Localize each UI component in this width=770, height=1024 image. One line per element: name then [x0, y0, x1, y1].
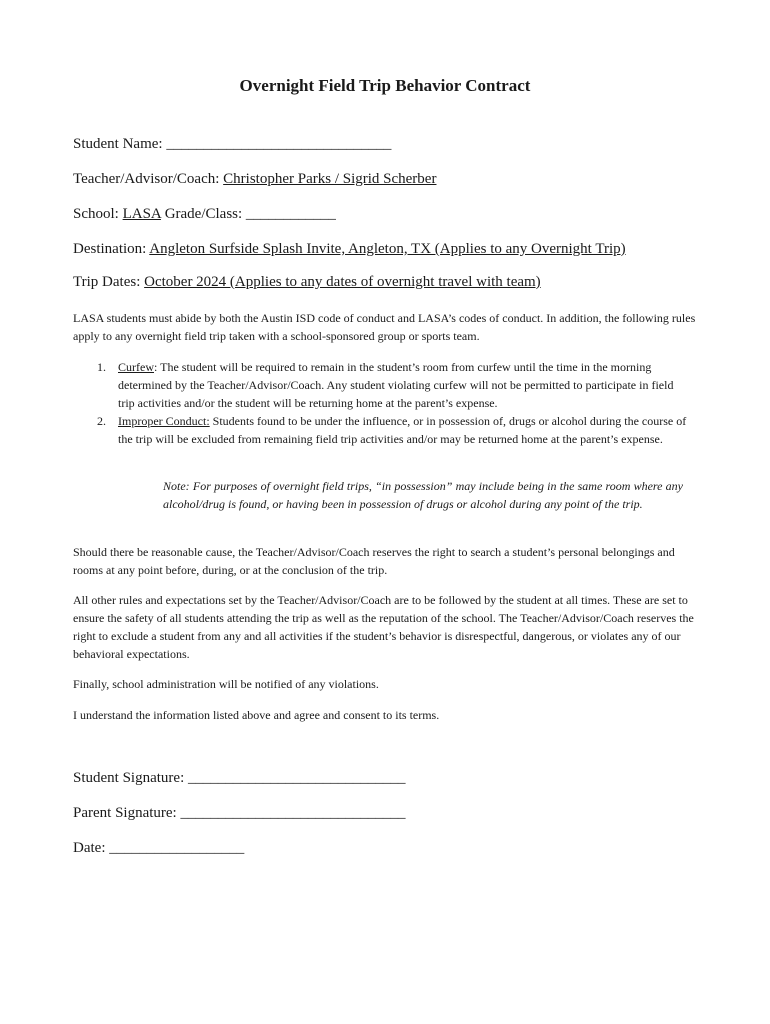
student-name-field [73, 136, 391, 153]
rules-paragraph: All other rules and expectations set by the Teacher/Advisor/Coach are to be followed by the student at all times. These are set to ensure the safety of all students attending the trip as well as the reputation of the school. The Teacher/Advisor/Coach reserves the right to exclude a student from any and all activities if the student’s behavior is disrespectful, dangerous, or violates any of our behavioral expectations. [73, 593, 694, 661]
document-title: Overnight Field Trip Behavior Contract [239, 76, 531, 95]
destination-field [73, 241, 626, 258]
parent-signature-label: Parent Signature: [73, 805, 177, 821]
date-label: Date: [73, 840, 106, 856]
parent-signature-blank: ______________________________ [180, 805, 406, 821]
school-value: LASA [122, 206, 161, 222]
consent-paragraph: I understand the information listed above and agree and consent to its terms. [73, 708, 440, 722]
destination-value: Angleton Surfside Splash Invite, Angleton, TX (Applies to any Overnight Trip) [149, 241, 626, 257]
rule-heading: Improper Conduct: [118, 414, 210, 428]
trip-dates-value: October 2024 (Applies to any dates of overnight travel with team) [144, 274, 541, 290]
grade-label: Grade/Class: [164, 206, 243, 222]
teacher-field [73, 171, 436, 188]
rule-text: Students found to be under the influence, or in possession of, drugs or alcohol during the course of the trip will be excluded from remaining field trip activities and/or may be returned home at the parent’s expense. [118, 414, 687, 446]
rule-heading: Curfew [118, 360, 154, 374]
rule-text: The student will be required to remain in the student’s room from curfew until the time in the morning determined by the Teacher/Advisor/Coach. Any student violating curfew will not be permitted to participate in field trip activities and/or the student will be returning home at the parent’s expense. [118, 360, 674, 410]
parent-signature-field [73, 805, 405, 822]
trip-dates-label: Trip Dates: [73, 274, 141, 290]
teacher-label: Teacher/Advisor/Coach: [73, 171, 220, 187]
student-name-label: Student Name: [73, 136, 163, 152]
rule-heading-suffix: : [154, 360, 158, 374]
destination-label: Destination: [73, 241, 147, 257]
intro-paragraph: LASA students must abide by both the Austin ISD code of conduct and LASA’s codes of conduct. In addition, the following rules apply to any overnight field trip taken with a school-sponsored group or sports team. [73, 311, 696, 343]
teacher-value: Christopher Parks / Sigrid Scherber [223, 171, 437, 187]
school-label: School: [73, 206, 119, 222]
rule-number: 2. [97, 414, 106, 428]
student-signature-blank: _____________________________ [188, 770, 406, 786]
search-paragraph: Should there be reasonable cause, the Teacher/Advisor/Coach reserves the right to search a student’s personal belongings and rooms at any point before, during, or at the conclusion of the trip. [73, 545, 675, 577]
rule-number: 1. [97, 360, 106, 374]
rule-item-curfew [97, 358, 687, 412]
trip-dates-field [73, 274, 541, 291]
date-blank: __________________ [109, 840, 245, 856]
student-signature-field [73, 770, 406, 787]
finally-paragraph: Finally, school administration will be notified of any violations. [73, 677, 379, 691]
note-paragraph: Note: For purposes of overnight field trips, “in possession” may include being in the same room where any alcohol/drug is found, or having been in possession of drugs or alcohol during any point of the trip. [163, 479, 683, 511]
rule-item-improper-conduct [97, 412, 687, 448]
grade-blank: ____________ [245, 206, 336, 222]
student-name-blank: ______________________________ [166, 136, 392, 152]
student-signature-label: Student Signature: [73, 770, 185, 786]
school-field [73, 206, 336, 223]
rules-list [97, 358, 687, 448]
date-field [73, 840, 244, 857]
